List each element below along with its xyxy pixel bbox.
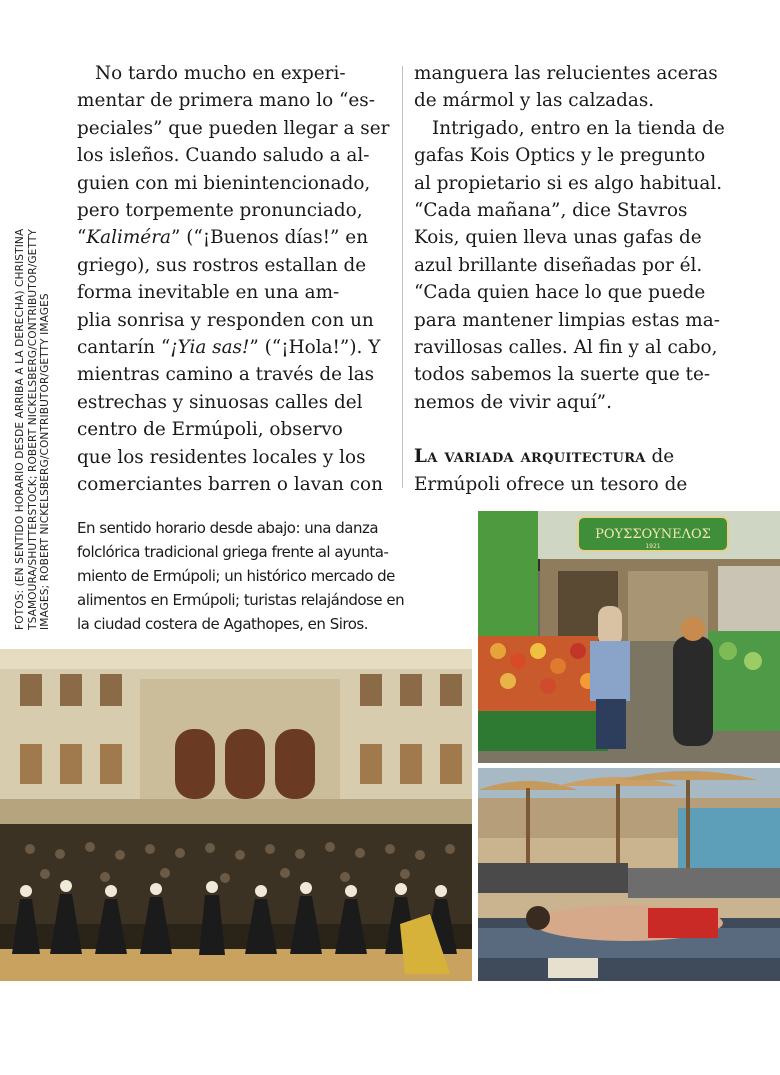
body-column-2 [414, 60, 727, 498]
photo-credit [14, 110, 74, 630]
paragraph: La variada arquitectura de Ermúpoli ofrece un tesoro de [414, 446, 688, 495]
greek-phrase: ¡Yia sas! [170, 337, 250, 359]
paragraph: manguera las relucientes aceras de mármol y las calzadas. [414, 63, 718, 112]
paragraph-line: No tardo mucho en experi- mentar de primera mano lo “es- peciales” que pueden llegar a ser los isleños. Cuando saludo a al- guien con mi bienintencionado, pero torpemente pronunciado, “Kaliméra” (“¡Buenos días!” en griego), sus rostros estallan de forma inevitable en una am- plia sonrisa y responden con un cantarín “¡Yia sas!” (“¡Hola!”). Y mientras camino a través de las estrechas y sinuosas calles del centro de Ermúpoli, observo que los residentes locales y los comerciantes barren o lavan con [77, 63, 390, 496]
beach-photo [478, 768, 780, 981]
photo-credit-line-2: TSAMOURA/SHUTTERSTOCK; ROBERT NICKELSBERG/CONTRIBUTOR/GETTY [26, 229, 39, 630]
greek-phrase: Kaliméra [86, 227, 171, 249]
town-hall-dance-photo [0, 649, 472, 981]
paragraph: Intrigado, entro en la tienda de gafas Kois Optics y le pregunto al propietario si es algo habitual. “Cada mañana”, dice Stavros Kois, quien lleva unas gafas de azul brillante diseñadas por él. “Cada quien hace lo que puede para mantener limpias estas ma- ravillosas calles. Al fin y al cabo, todos sabemos la suerte que te- nemos de vivir aquí”. [414, 117, 725, 413]
market-photo [478, 511, 780, 763]
market-sign-year: 1921 [645, 543, 661, 550]
column-divider [402, 66, 403, 488]
photo-credit-line-1: FOTOS: (EN SENTIDO HORARIO DESDE ARRIBA A LA DERECHA) CHRISTINA [14, 228, 26, 630]
market-sign-text: ΡΟΥΣΣΟΥΝΕΛΟΣ [595, 527, 711, 542]
section-lead-in: La variada arquitectura [414, 446, 646, 468]
photo-credit-line-3: IMAGES; ROBERT NICKELSBERG/CONTRIBUTOR/GETTY IMAGES [39, 293, 51, 630]
photo-caption: En sentido horario desde abajo: una danza folclórica tradicional griega frente al ayunta- miento de Ermúpoli; un histórico mercado de alimentos en Ermúpoli; turistas relajándose en la ciudad costera de Agathopes, en Siros. [77, 519, 405, 633]
body-column-1 [77, 60, 391, 499]
